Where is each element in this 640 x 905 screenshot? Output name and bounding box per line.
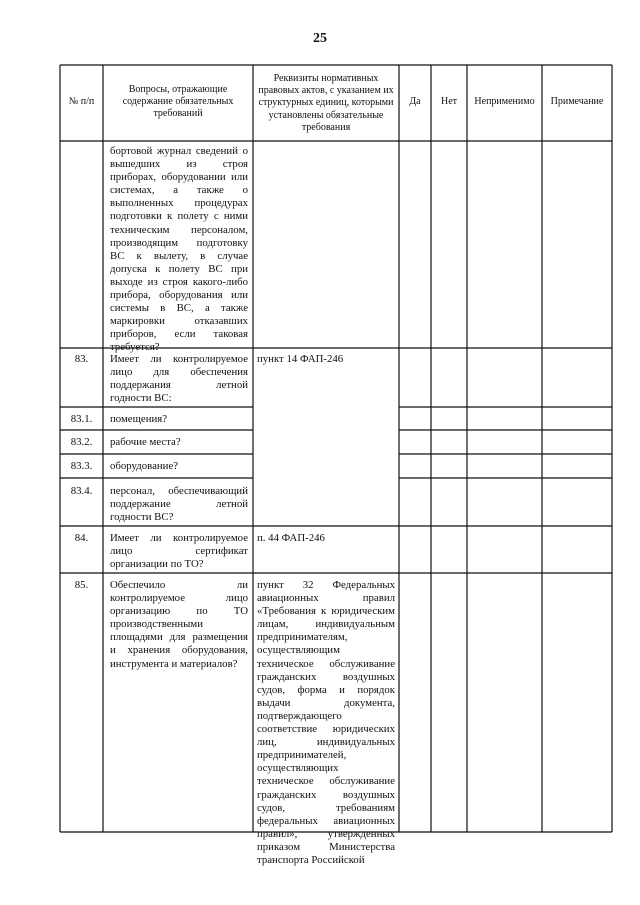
row-number: 83.1. — [70, 413, 93, 425]
row-number: 85. — [74, 579, 89, 591]
header-no: Нет — [440, 96, 458, 107]
row-question: оборудование? — [110, 460, 179, 472]
header-requisites: Реквизиты нормативных правовых актов, с указанием их структурных единиц, которыми установлены обязательные требования — [258, 73, 394, 133]
row-number: 83.2. — [70, 436, 93, 448]
row-number: 84. — [74, 532, 89, 544]
row-question: рабочие места? — [110, 436, 181, 448]
header-yes: Да — [409, 96, 421, 107]
header-num: № п/п — [68, 96, 95, 107]
row-question: персонал, обеспечивающий поддержание летной годности ВС? — [110, 485, 248, 524]
row-requisites: пункт 14 ФАП-246 — [257, 353, 344, 365]
header-note: Примечание — [550, 96, 604, 107]
row-number: 83.3. — [70, 460, 93, 472]
header-not-applicable: Неприменимо — [474, 96, 535, 107]
row-question: Обеспечило ли контролируемое лицо организацию по ТО производственными площадями для размещения и хранения оборудования, инструмента и материалов? — [110, 579, 248, 670]
row-requisites: пункт 32 Федеральных авиационных правил «Требования к юридическим лицам, индивидуальным предпринимателям, осуществляющим техническое обслуживание гражданских воздушных судов, форма и порядок выдачи документа, подтверждающего соответствие юридических лиц, индивидуальных предпринимателей, осуществляющих техническое обслуживание гражданских воздушных судов, требованиям федеральных авиационных правил», утвержденных приказом Министерства транспорта Российской — [257, 579, 395, 866]
page-number: 25 — [313, 31, 327, 46]
row-question: Имеет ли контролируемое лицо сертификат организации по ТО? — [110, 532, 248, 571]
header-question: Вопросы, отражающие содержание обязательных требований — [122, 84, 234, 120]
row-number: 83. — [74, 353, 89, 365]
row-question: бортовой журнал сведений о вышедших из строя приборах, оборудовании или системах, а также о выполненных процедурах подготовки к полету с ними техническим персоналом, производящим подготовку ВС к вылету, в случае допуска к полету ВС при выходе из строя какого-либо прибора, оборудования или системы в ВС, а также маркировки отказавших приборов, если таковая требуется? — [110, 145, 248, 354]
row-question: помещения? — [110, 413, 168, 425]
row-requisites: п. 44 ФАП-246 — [257, 532, 325, 544]
row-number: 83.4. — [70, 485, 93, 497]
row-question: Имеет ли контролируемое лицо для обеспечения поддержания летной годности ВС: — [110, 353, 248, 405]
